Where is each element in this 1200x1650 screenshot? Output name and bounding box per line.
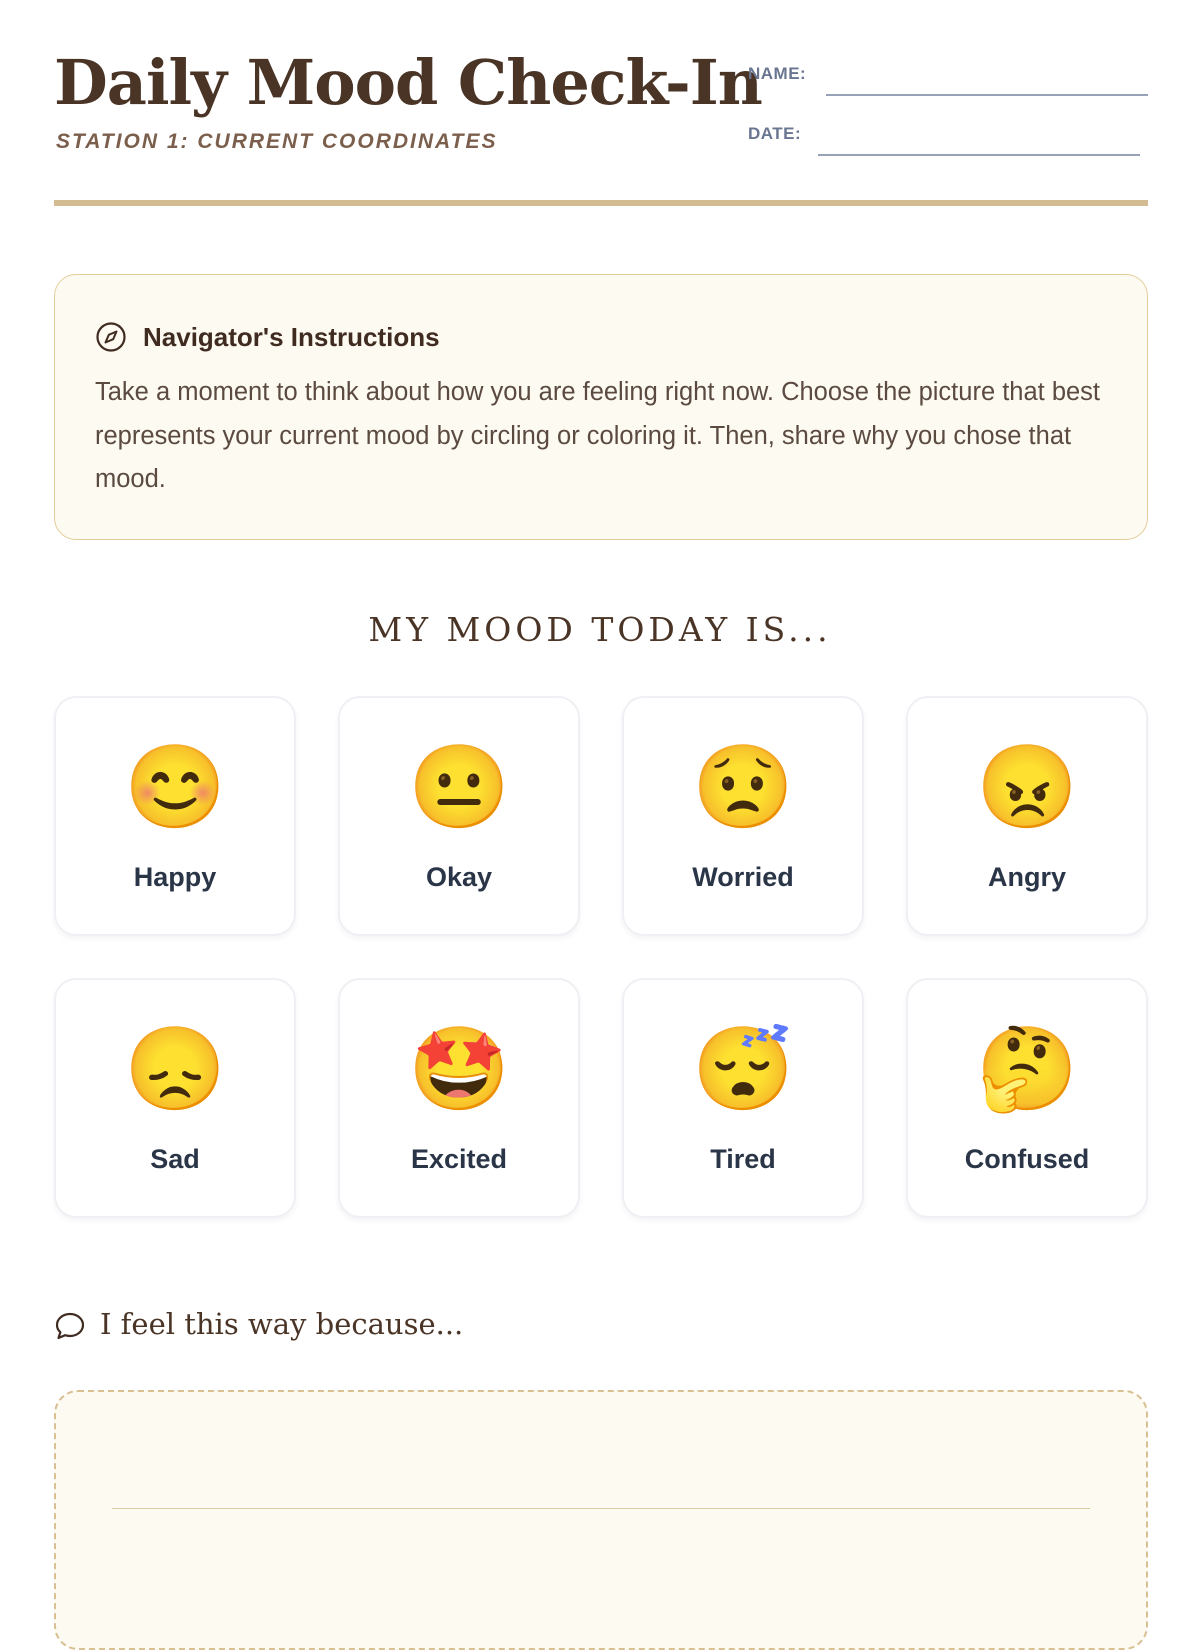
reason-prompt: I feel this way because... — [100, 1307, 464, 1341]
mood-card-worried[interactable] — [622, 696, 864, 936]
mood-label: Excited — [410, 1144, 508, 1174]
name-label: NAME: — [748, 64, 807, 83]
thinking-face-icon: 🤔 — [975, 1024, 1079, 1115]
mood-grid — [54, 696, 1148, 1218]
reason-answer-box[interactable] — [54, 1390, 1148, 1650]
mood-card-angry[interactable] — [906, 696, 1148, 936]
mood-card-confused[interactable] — [906, 978, 1148, 1218]
mood-heading: MY MOOD TODAY IS... — [368, 610, 832, 649]
page-subtitle: STATION 1: CURRENT COORDINATES — [56, 130, 498, 153]
mood-card-excited[interactable] — [338, 978, 580, 1218]
angry-face-icon: 😠 — [975, 742, 1079, 833]
star-struck-face-icon: 🤩 — [407, 1024, 511, 1115]
happy-face-icon: 😊 — [123, 742, 227, 833]
mood-label: Confused — [964, 1144, 1090, 1174]
mood-label: Tired — [710, 1144, 776, 1174]
page-title: Daily Mood Check-In — [54, 46, 762, 119]
date-label: DATE: — [748, 124, 802, 143]
mood-label: Happy — [133, 862, 217, 892]
mood-card-sad[interactable] — [54, 978, 296, 1218]
mood-card-okay[interactable] — [338, 696, 580, 936]
mood-label: Worried — [692, 862, 794, 892]
worried-face-icon: 😟 — [691, 742, 795, 833]
mood-card-happy[interactable] — [54, 696, 296, 936]
mood-label: Sad — [150, 1144, 200, 1174]
instructions-body: Take a moment to think about how you are feeling right now. Choose the picture that best represents your current mood by circling or coloring it. Then, share why you chose that mood. — [95, 378, 1101, 493]
writing-line[interactable] — [112, 1508, 1090, 1509]
compass-icon — [95, 321, 127, 353]
header-divider — [54, 200, 1148, 206]
name-field[interactable] — [826, 94, 1148, 96]
sleeping-face-icon: 😴 — [691, 1024, 795, 1115]
speech-bubble-icon — [54, 1310, 86, 1342]
sad-face-icon: 😞 — [123, 1024, 227, 1115]
mood-label: Okay — [425, 862, 493, 892]
instructions-panel — [54, 274, 1148, 540]
date-field[interactable] — [818, 154, 1140, 156]
neutral-face-icon: 😐 — [407, 742, 511, 833]
mood-label: Angry — [987, 862, 1066, 892]
mood-card-tired[interactable] — [622, 978, 864, 1218]
instructions-heading: Navigator's Instructions — [143, 322, 440, 352]
